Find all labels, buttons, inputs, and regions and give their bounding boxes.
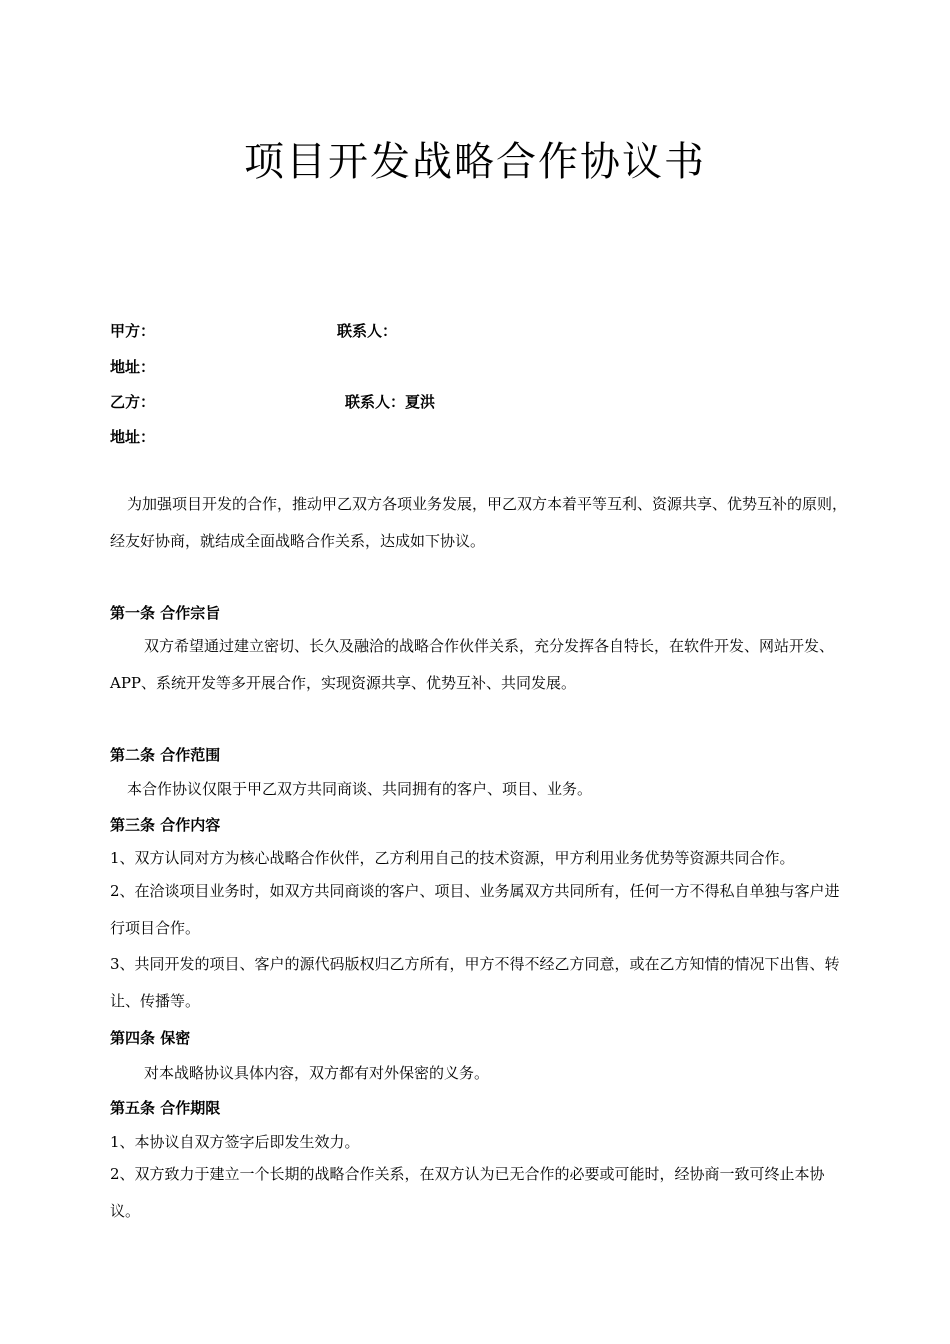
article-4-body: 对本战略协议具体内容，双方都有对外保密的义务。 xyxy=(144,1064,490,1082)
article-2-heading: 第二条 合作范围 xyxy=(110,746,221,764)
article-3-item-3: 3、共同开发的项目、客户的源代码版权归乙方所有，甲方不得不经乙方同意，或在乙方知情的情况下出售、转让、传播等。 xyxy=(110,955,840,1010)
party-b-address-label: 地址： xyxy=(110,428,156,446)
article-5-item-2: 2、双方致力于建立一个长期的战略合作关系，在双方认为已无合作的必要或可能时，经协商一致可终止本协议。 xyxy=(110,1165,825,1220)
article-3-item-1: 1、双方认同对方为核心战略合作伙伴，乙方利用自己的技术资源，甲方利用业务优势等资源共同合作。 xyxy=(110,849,795,867)
party-a-address-label: 地址： xyxy=(110,358,156,376)
article-4-heading: 第四条 保密 xyxy=(110,1029,191,1047)
party-a-label: 甲方： xyxy=(110,322,156,340)
article-5-heading: 第五条 合作期限 xyxy=(110,1099,221,1117)
article-1-heading: 第一条 合作宗旨 xyxy=(110,604,221,622)
party-b-contact-label: 联系人：夏洪 xyxy=(345,393,436,411)
article-1-body: 双方希望通过建立密切、长久及融洽的战略合作伙伴关系，充分发挥各自特长，在软件开发、网站开发、APP、系统开发等多开展合作，实现资源共享、优势互补、共同发展。 xyxy=(110,637,835,692)
party-b-label: 乙方： xyxy=(110,393,156,411)
article-5-item-1: 1、本协议自双方签字后即发生效力。 xyxy=(110,1133,360,1151)
article-2-body: 本合作协议仅限于甲乙双方共同商谈、共同拥有的客户、项目、业务。 xyxy=(127,780,593,798)
article-3-heading: 第三条 合作内容 xyxy=(110,816,221,834)
article-3-item-2: 2、在洽谈项目业务时，如双方共同商谈的客户、项目、业务属双方共同所有，任何一方不得私自单独与客户进行项目合作。 xyxy=(110,882,840,937)
document-title: 项目开发战略合作协议书 xyxy=(244,139,706,185)
party-a-contact-label: 联系人： xyxy=(337,322,398,340)
intro-paragraph: 为加强项目开发的合作，推动甲乙双方各项业务发展，甲乙双方本着平等互利、资源共享、优势互补的原则，经友好协商，就结成全面战略合作关系，达成如下协议。 xyxy=(110,495,848,550)
